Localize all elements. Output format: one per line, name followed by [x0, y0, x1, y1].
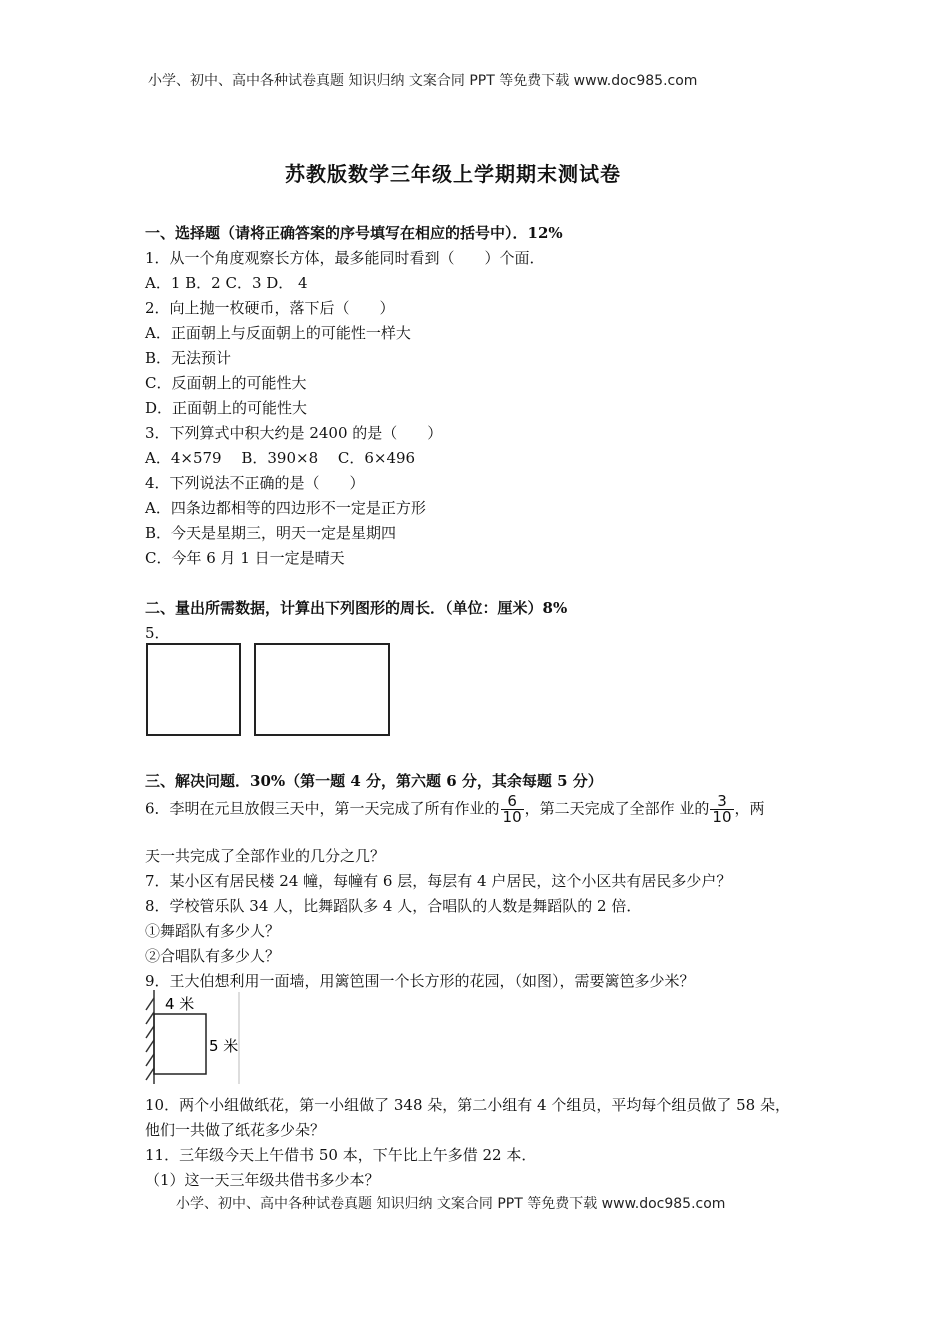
q6-text-part2: ，第二天完成了全部作 业的 [524, 799, 710, 818]
garden-rectangle [154, 1014, 206, 1074]
fraction2-numerator: 3 [717, 792, 727, 810]
section2-heading: 二、量出所需数据，计算出下列图形的周长．（单位：厘米）8% [145, 599, 568, 617]
fraction2-denominator: 10 [712, 808, 732, 826]
fraction-six-tenths [501, 794, 524, 825]
q2-option-a: A．正面朝上与反面朝上的可能性一样大 [145, 324, 411, 342]
q4-option-c: C．今年 6 月 1 日一定是晴天 [145, 549, 345, 567]
q2-option-d: D．正面朝上的可能性大 [145, 399, 308, 417]
q10-line2: 他们一共做了纸花多少朵？ [145, 1121, 326, 1139]
q6-line2: 天一共完成了全部作业的几分之几？ [145, 847, 386, 865]
q2-text: 2．向上抛一枚硬币，落下后（ ） [145, 299, 395, 317]
q1-text: 1．从一个角度观察长方体，最多能同时看到（ ）个面． [145, 249, 545, 267]
q3-text: 3．下列算式中积大约是 2400 的是（ ） [145, 424, 443, 442]
rectangle-figure [254, 643, 390, 736]
q4-option-b: B．今天是星期三，明天一定是星期四 [145, 524, 397, 542]
q1-options: A．1 B．2 C．3 D． 4 [145, 274, 308, 292]
page-title: 苏教版数学三年级上学期期末测试卷 [285, 162, 621, 186]
square-figure [146, 643, 241, 736]
garden-figure [140, 990, 250, 1086]
q11-sub1: （1）这一天三年级共借书多少本？ [145, 1171, 380, 1189]
q2-option-c: C．反面朝上的可能性大 [145, 374, 307, 392]
q4-text: 4．下列说法不正确的是（ ） [145, 474, 365, 492]
q7-text: 7．某小区有居民楼 24 幢，每幢有 6 层，每层有 4 户居民，这个小区共有居民多少户？ [145, 872, 732, 890]
q3-options: A．4×579 B．390×8 C．6×496 [145, 449, 416, 467]
q8-text: 8．学校管乐队 34 人，比舞蹈队多 4 人，合唱队的人数是舞蹈队的 2 倍． [145, 897, 642, 915]
q4-option-a: A．四条边都相等的四边形不一定是正方形 [145, 499, 426, 517]
q5-number: 5． [145, 624, 170, 642]
fraction-three-tenths [710, 794, 733, 825]
q8-sub1: ①舞蹈队有多少人？ [145, 922, 281, 940]
q10-line1: 10．两个小组做纸花，第一小组做了 348 朵，第二小组有 4 个组员，平均每个组员做了 58 朵， [145, 1096, 790, 1114]
width-label: 4 米 [165, 995, 195, 1013]
page-header: 小学、初中、高中各种试卷真题 知识归纳 文案合同 PPT 等免费下载 www.doc985.com [148, 73, 698, 89]
q9-text: 9．王大伯想利用一面墙，用篱笆围一个长方形的花园，（如图），需要篱笆多少米？ [145, 972, 695, 990]
wall-hatching [146, 990, 154, 1084]
height-label: 5 米 [209, 1037, 239, 1055]
q6-text-part3: ，两 [734, 799, 765, 818]
fraction1-numerator: 6 [507, 792, 517, 810]
q6-text-part1: 6．李明在元旦放假三天中，第一天完成了所有作业的 [145, 799, 500, 818]
q2-option-b: B．无法预计 [145, 349, 232, 367]
q8-sub2: ②合唱队有多少人？ [145, 947, 281, 965]
q11-text: 11．三年级今天上午借书 50 本，下午比上午多借 22 本． [145, 1146, 537, 1164]
section1-heading: 一、选择题（请将正确答案的序号填写在相应的括号中）．12% [145, 224, 563, 242]
section3-heading: 三、解决问题．30%（第一题 4 分，第六题 6 分，其余每题 5 分） [145, 772, 603, 790]
q6-line1 [145, 794, 765, 825]
page-footer: 小学、初中、高中各种试卷真题 知识归纳 文案合同 PPT 等免费下载 www.doc985.com [176, 1196, 726, 1212]
fraction1-denominator: 10 [502, 808, 522, 826]
